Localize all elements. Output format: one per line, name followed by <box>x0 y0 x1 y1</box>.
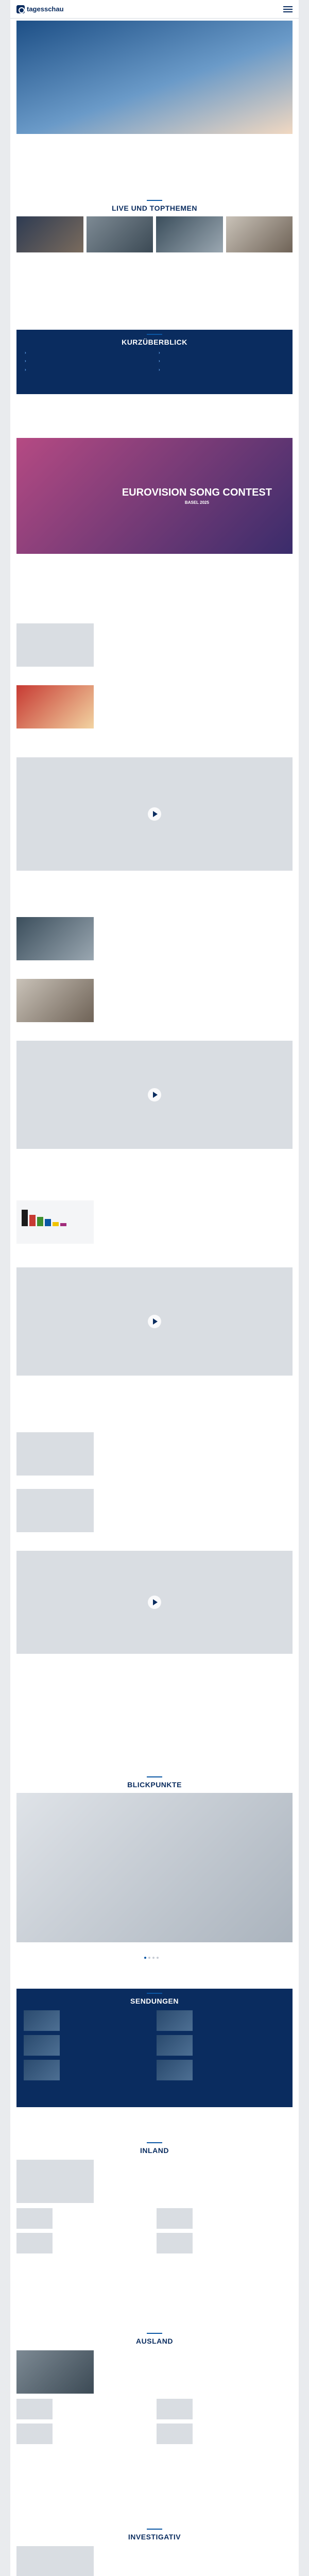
esc-title: EUROVISION SONG CONTEST <box>122 487 272 498</box>
page <box>10 0 299 2576</box>
large-teaser[interactable] <box>10 1551 299 1660</box>
ausland-section <box>10 2329 299 2444</box>
large-teaser-image[interactable] <box>16 1041 293 1149</box>
item-image[interactable] <box>157 2233 193 2253</box>
bar <box>60 1223 66 1226</box>
inland-title: INLAND <box>16 2138 293 2155</box>
ausland-item[interactable] <box>157 2424 293 2444</box>
sendung-image[interactable] <box>24 2010 60 2031</box>
live-section-title: LIVE UND TOPTHEMEN <box>10 196 299 212</box>
sendung-item[interactable] <box>24 2010 152 2031</box>
blickpunkte-teaser[interactable] <box>10 1793 299 1944</box>
live-image[interactable] <box>16 216 83 252</box>
inland-item[interactable] <box>16 2233 152 2253</box>
brief-bullet[interactable] <box>25 350 150 355</box>
play-icon[interactable] <box>148 1596 161 1609</box>
investigativ-lead[interactable] <box>16 2546 293 2576</box>
play-icon[interactable] <box>148 807 161 821</box>
story-image[interactable] <box>16 917 94 960</box>
story-image[interactable] <box>16 1489 94 1532</box>
blickpunkte-image[interactable] <box>16 1793 293 1942</box>
sendungen-box <box>16 1989 293 2107</box>
story-row[interactable] <box>10 1200 299 1244</box>
play-icon[interactable] <box>148 1315 161 1328</box>
bar <box>29 1215 36 1226</box>
election-chart <box>16 1200 94 1244</box>
brief-box <box>16 330 293 394</box>
story-image[interactable] <box>16 623 94 667</box>
bar <box>45 1219 51 1226</box>
site-header <box>10 0 299 19</box>
story-row[interactable] <box>10 623 299 667</box>
investigativ-title: INVESTIGATIV <box>16 2524 293 2541</box>
ausland-title: AUSLAND <box>16 2329 293 2345</box>
large-teaser-image[interactable] <box>16 757 293 871</box>
esc-image[interactable] <box>16 438 293 554</box>
ausland-item[interactable] <box>157 2399 293 2419</box>
item-image[interactable] <box>16 2208 53 2229</box>
live-item[interactable] <box>16 216 83 254</box>
play-icon[interactable] <box>148 1088 161 1101</box>
investigativ-lead-image[interactable] <box>16 2546 94 2576</box>
item-image[interactable] <box>157 2208 193 2229</box>
ausland-item[interactable] <box>16 2424 152 2444</box>
sendung-image[interactable] <box>24 2060 60 2080</box>
sendung-item[interactable] <box>157 2010 285 2031</box>
esc-teaser[interactable] <box>10 438 299 562</box>
brief-bullet[interactable] <box>25 367 150 372</box>
inland-lead[interactable] <box>16 2160 293 2203</box>
brief-title: KURZÜBERBLICK <box>16 330 293 346</box>
inland-item[interactable] <box>157 2208 293 2229</box>
story-row[interactable] <box>10 685 299 728</box>
story-row[interactable] <box>10 1432 299 1476</box>
chart-bars <box>22 1206 89 1226</box>
blickpunkte-section <box>10 1772 299 1789</box>
item-image[interactable] <box>16 2399 53 2419</box>
item-image[interactable] <box>16 2424 53 2444</box>
sendung-item[interactable] <box>157 2060 285 2080</box>
story-image[interactable] <box>16 685 94 728</box>
sendung-image[interactable] <box>157 2035 193 2056</box>
sendung-image[interactable] <box>157 2060 193 2080</box>
brief-bullet[interactable] <box>159 359 284 364</box>
inland-item[interactable] <box>157 2233 293 2253</box>
large-teaser[interactable] <box>10 1267 299 1383</box>
carousel-dots[interactable] <box>144 1957 159 1959</box>
tagesschau-logo[interactable] <box>16 5 64 13</box>
sendung-image[interactable] <box>24 2035 60 2056</box>
story-row[interactable] <box>10 1489 299 1532</box>
investigativ-section <box>10 2524 299 2576</box>
bar <box>37 1217 43 1226</box>
story-image[interactable] <box>16 979 94 1022</box>
story-image[interactable] <box>16 1432 94 1476</box>
live-item[interactable] <box>156 216 223 254</box>
brief-bullet[interactable] <box>159 367 284 372</box>
logo-icon <box>16 5 25 13</box>
bar <box>53 1222 59 1226</box>
live-section <box>10 196 299 212</box>
large-teaser-image[interactable] <box>16 1551 293 1654</box>
live-item[interactable] <box>87 216 153 254</box>
story-row[interactable] <box>10 979 299 1022</box>
live-image[interactable] <box>226 216 293 252</box>
live-image[interactable] <box>87 216 153 252</box>
sendung-item[interactable] <box>24 2035 152 2056</box>
inland-lead-image[interactable] <box>16 2160 94 2203</box>
large-teaser[interactable] <box>10 757 299 878</box>
ausland-lead[interactable] <box>16 2350 293 2394</box>
esc-year: BASEL 2025 <box>184 500 209 505</box>
brief-bullet[interactable] <box>25 359 150 364</box>
bar <box>22 1210 28 1226</box>
live-item[interactable] <box>226 216 293 254</box>
item-image[interactable] <box>16 2233 53 2253</box>
brief-bullet[interactable] <box>159 350 284 355</box>
live-grid <box>16 216 293 254</box>
inland-section <box>10 2138 299 2253</box>
large-teaser[interactable] <box>10 1041 299 1157</box>
logo-text: tagesschau <box>27 5 64 13</box>
hero-teaser[interactable] <box>10 21 299 142</box>
menu-icon[interactable] <box>283 6 293 12</box>
live-image[interactable] <box>156 216 223 252</box>
sendung-item[interactable] <box>24 2060 152 2080</box>
hero-image[interactable] <box>16 21 293 134</box>
ausland-item[interactable] <box>16 2399 152 2419</box>
blickpunkte-title: BLICKPUNKTE <box>10 1772 299 1789</box>
large-teaser-image[interactable] <box>16 1267 293 1376</box>
sendung-image[interactable] <box>157 2010 193 2031</box>
sendungen-title: SENDUNGEN <box>16 1989 293 2005</box>
ausland-lead-image[interactable] <box>16 2350 94 2394</box>
sendung-item[interactable] <box>157 2035 285 2056</box>
story-row[interactable] <box>10 917 299 960</box>
item-image[interactable] <box>157 2399 193 2419</box>
item-image[interactable] <box>157 2424 193 2444</box>
inland-item[interactable] <box>16 2208 152 2229</box>
